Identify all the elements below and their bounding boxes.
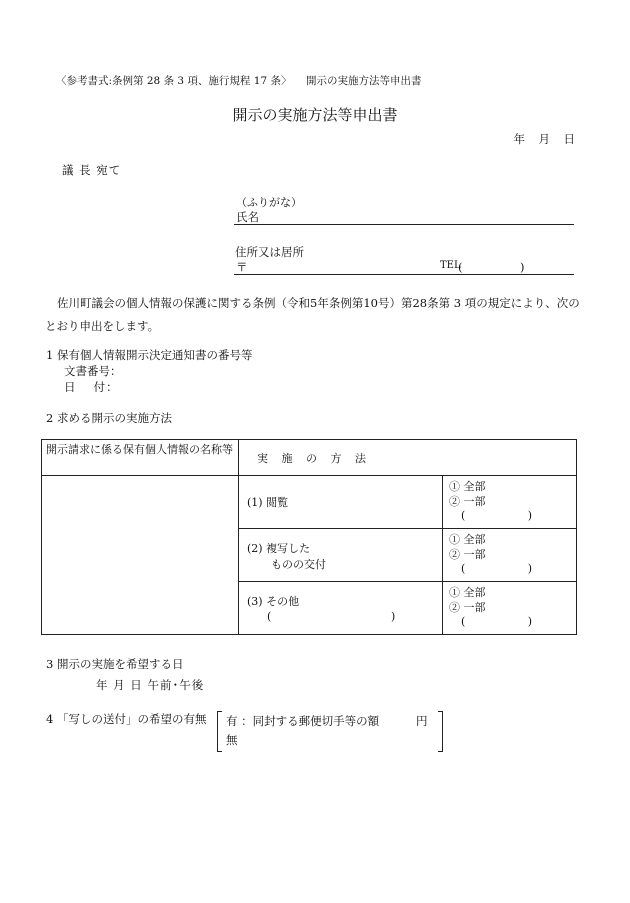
name-field[interactable] xyxy=(234,209,574,225)
mail-no-option[interactable]: 無 xyxy=(226,733,238,747)
paren-close: ) xyxy=(527,615,532,628)
tel-paren: ( ) xyxy=(458,260,525,274)
option-part[interactable]: ② 一部 xyxy=(449,601,486,614)
reference-note: 〈参考書式:条例第 28 条 3 項、施行規程 17 条〉 xyxy=(56,75,292,87)
method-label-line2: ものの交付 xyxy=(271,558,326,571)
section2-heading: 2 求める開示の実施方法 xyxy=(46,411,172,425)
option-all[interactable]: ① 全部 xyxy=(449,533,486,546)
address-field[interactable] xyxy=(234,259,574,275)
method-label: (2) 複写した xyxy=(247,542,311,555)
furigana-label: （ふりがな） xyxy=(236,196,302,209)
option-all[interactable]: ① 全部 xyxy=(449,586,486,599)
addressee: 議 長 宛て xyxy=(62,163,122,177)
info-name-cell[interactable] xyxy=(42,476,239,635)
tel-label: TEL xyxy=(440,260,461,271)
section4-heading: 4 「写しの送付」の希望の有無 xyxy=(46,712,207,726)
postal-mark: 〒 xyxy=(236,260,248,274)
table-row xyxy=(42,476,577,529)
header-right: 実 施 の 方 法 xyxy=(239,440,577,476)
method-cell-3[interactable] xyxy=(239,582,443,635)
paren-open: ( xyxy=(461,615,466,628)
section3-heading: 3 開示の実施を希望する日 xyxy=(46,657,184,671)
paren-close: ) xyxy=(391,610,396,623)
option-cell-2[interactable] xyxy=(443,529,577,582)
reference-title: 開示の実施方法等申出書 xyxy=(306,75,422,87)
option-all[interactable]: ① 全部 xyxy=(449,480,486,493)
body-paragraph: 佐川町議会の個人情報の保護に関する条例（令和5年条例第10号）第28条第 3 項の規定により、次のとおり申出をします。 xyxy=(45,296,580,333)
paren-open: ( xyxy=(267,610,272,623)
paren-open: ( xyxy=(461,562,466,575)
desired-datetime[interactable]: 年 月 日 午前･午後 xyxy=(96,678,205,692)
paren-close: ) xyxy=(527,509,532,522)
address-label: 住所又は居所 xyxy=(235,245,304,259)
yen-unit: 円 xyxy=(416,714,428,728)
table-header-row xyxy=(42,440,577,476)
doc-date-label: 日 付： xyxy=(64,380,119,394)
mail-yes-option[interactable]: 有 ：同封する郵便切手等の額 xyxy=(226,714,380,728)
option-cell-3[interactable] xyxy=(443,582,577,635)
method-cell-1[interactable] xyxy=(239,476,443,529)
name-label: 氏名 xyxy=(236,210,259,224)
bracket-right xyxy=(438,711,443,752)
bracket-left xyxy=(217,711,222,752)
option-cell-1[interactable] xyxy=(443,476,577,529)
paren-close: ) xyxy=(527,562,532,575)
method-table xyxy=(41,439,577,635)
doc-number-label: 文書番号： xyxy=(64,364,122,378)
document-title: 開示の実施方法等申出書 xyxy=(232,106,398,124)
header-left: 開示請求に係る保有個人情報の名称等 xyxy=(42,440,239,476)
date-line: 年 月 日 xyxy=(513,132,576,146)
method-label: (1) 閲覧 xyxy=(247,496,289,509)
option-part[interactable]: ② 一部 xyxy=(449,495,486,508)
option-part[interactable]: ② 一部 xyxy=(449,548,486,561)
section1-heading: 1 保有個人情報開示決定通知書の番号等 xyxy=(46,348,253,362)
paren-open: ( xyxy=(461,509,466,522)
method-label: (3) その他 xyxy=(247,595,300,608)
method-cell-2[interactable] xyxy=(239,529,443,582)
